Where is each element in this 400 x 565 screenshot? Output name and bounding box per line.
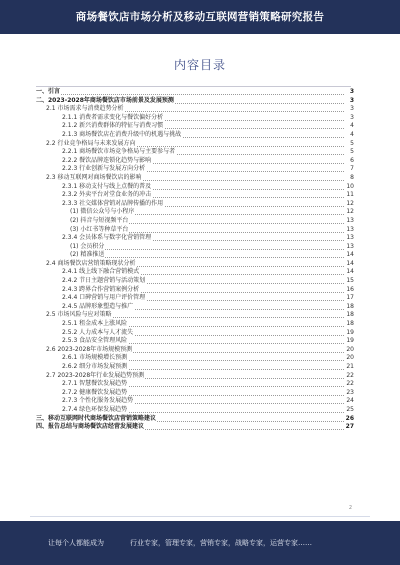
toc-entry[interactable]: [0, 337, 400, 346]
toc-entry-text: 2.2.3 行业创新与发展方向分析: [62, 165, 146, 173]
toc-entry[interactable]: [0, 380, 400, 389]
toc-entry-page: 3: [344, 97, 354, 106]
toc-entry-text: 二、2023-2028年商场餐饮店市场前景及发展预测: [36, 96, 174, 104]
toc-entry-text: 2.7 2023-2028年行业发展趋势预测: [46, 371, 145, 379]
toc-entry-text: 2.4 商场餐饮店营销策略现状分析: [46, 259, 136, 267]
toc-entry[interactable]: [0, 208, 400, 217]
toc-entry-page: 13: [344, 243, 354, 252]
toc-entry[interactable]: [0, 234, 400, 243]
toc-entry-page: 6: [344, 157, 354, 166]
toc-entry-page: 16: [344, 286, 354, 295]
toc-entry-text: 2.4.5 品牌形象塑造与推广: [62, 302, 134, 310]
toc-entry-page: 15: [344, 277, 354, 286]
toc-entry-text: (1) 微信公众号与小程序: [70, 208, 135, 216]
toc-entry-text: 2.3.2 外卖平台对堂食业务的冲击: [62, 191, 152, 199]
toc-entry-page: 5: [344, 148, 354, 157]
toc-entry-text: 2.3 移动互联网对商场餐饮店的影响: [46, 173, 142, 181]
toc-entry-text: 2.2 行业竞争格局与未来发展方向: [46, 139, 136, 147]
toc-entry-text: 2.1.3 商场餐饮店在消费升级中的机遇与挑战: [62, 130, 182, 138]
toc-entry-page: 20: [344, 354, 354, 363]
toc-entry-text: 一、引言: [36, 88, 61, 95]
toc-entry[interactable]: [0, 243, 400, 252]
toc-entry-page: 12: [344, 208, 354, 217]
toc-entry-page: 11: [344, 191, 354, 200]
toc-entry-page: 20: [344, 346, 354, 355]
toc-entry-page: 5: [344, 140, 354, 149]
toc-entry[interactable]: [0, 389, 400, 398]
toc-entry-page: 3: [344, 114, 354, 123]
toc-entry-text: 2.7.2 健康餐饮发展趋势: [62, 388, 128, 396]
toc-entry[interactable]: [0, 294, 400, 303]
toc-entry-page: 14: [344, 260, 354, 269]
toc-entry-page: 24: [344, 397, 354, 406]
report-footer: [0, 521, 400, 565]
toc-entry[interactable]: [0, 148, 400, 157]
toc-entry[interactable]: [0, 397, 400, 406]
toc-entry-text: 2.1 市场需求与消费趋势分析: [46, 105, 124, 113]
toc-entry-text: (2) 精准推送: [70, 251, 105, 259]
toc-entry[interactable]: [0, 372, 400, 381]
toc-entry-text: 2.7.3 个性化服务发展趋势: [62, 397, 134, 405]
toc-entry-page: 14: [344, 268, 354, 277]
toc-entry-text: 四、报告总结与商场餐饮店经营发展建议: [36, 423, 145, 431]
toc-leader-dots: [40, 88, 350, 95]
toc-entry[interactable]: [0, 217, 400, 226]
toc-entry-page: 22: [344, 380, 354, 389]
toc-entry-text: 2.2.2 餐饮品牌连锁化趋势与影响: [62, 156, 152, 164]
toc-entry[interactable]: [0, 346, 400, 355]
toc-heading: 内容目录: [173, 58, 226, 72]
toc-entry-page: 4: [344, 122, 354, 131]
toc-entry-page: 25: [344, 406, 354, 415]
toc-entry[interactable]: [0, 174, 400, 183]
toc-entry-text: 2.4.3 跨界合作营销案例分析: [62, 285, 140, 293]
toc-entry-text: 2.6 2023-2028年市场规模预测: [46, 345, 133, 353]
toc-entry-text: (2) 抖音与短视频平台: [70, 216, 129, 224]
toc-entry-text: 2.3.4 会员体系与数字化营销管理: [62, 234, 152, 242]
toc-entry-page: 19: [344, 329, 354, 338]
toc-entry-text: 2.7.4 绿色环保发展趋势: [62, 405, 128, 413]
toc-entry-text: 2.3.3 社交媒体营销对品牌传播的作用: [62, 199, 164, 207]
toc-entry-page: 12: [344, 200, 354, 209]
toc-entry-text: 2.4.4 口碑营销与用户评价管理: [62, 294, 146, 302]
toc-entry-page: 27: [345, 423, 354, 431]
toc-entry[interactable]: [0, 260, 400, 269]
report-header: [0, 0, 400, 34]
toc-entry[interactable]: [0, 131, 400, 140]
toc-entry[interactable]: [0, 363, 400, 372]
toc-entry[interactable]: [0, 226, 400, 235]
toc-entry[interactable]: [0, 277, 400, 286]
toc-entry[interactable]: [0, 88, 400, 97]
toc-entry-page: 22: [344, 372, 354, 381]
toc-entry-page: 13: [344, 226, 354, 235]
toc-entry-text: 2.4.2 节日主题营销与活动策划: [62, 277, 146, 285]
toc-entry-text: 2.5.3 食品安全管理风险: [62, 337, 128, 345]
toc-entry-page: 23: [344, 389, 354, 398]
toc-entry-page: 4: [344, 131, 354, 140]
toc-entry-text: (1) 会员积分: [70, 242, 105, 250]
toc-entry-page: 3: [344, 88, 354, 97]
page-number: 2: [348, 505, 352, 511]
toc-entry[interactable]: [0, 286, 400, 295]
toc-entry[interactable]: [0, 105, 400, 114]
toc-entry-page: 13: [344, 234, 354, 243]
toc-entry[interactable]: [0, 329, 400, 338]
toc-entry[interactable]: [0, 114, 400, 123]
toc-leader-dots: [74, 251, 350, 258]
footer-divider: [30, 516, 370, 517]
toc-entry-page: 14: [344, 251, 354, 260]
toc-entry[interactable]: [0, 140, 400, 149]
toc-entry[interactable]: [0, 354, 400, 363]
toc-entry-page: 18: [344, 303, 354, 312]
toc-entry-text: 2.5 市场风险与应对策略: [46, 311, 112, 319]
toc-entry[interactable]: [0, 415, 400, 424]
toc-entry-text: 2.1.2 新兴消费群体的特征与消费习惯: [62, 122, 164, 130]
toc-entry-text: 2.2.1 商场餐饮市场竞争格局与主要参与者: [62, 148, 176, 156]
toc-entry[interactable]: [0, 157, 400, 166]
toc-entry[interactable]: [0, 165, 400, 174]
toc-entry-text: 三、移动互联网时代商场餐饮店营销策略建议: [36, 414, 157, 422]
toc-entry-page: 18: [344, 311, 354, 320]
toc-entry-text: 2.3.1 移动支付与线上点餐的普及: [62, 182, 152, 190]
toc-entry-page: 7: [344, 165, 354, 174]
toc-entry-text: 2.5.1 租金成本上涨风险: [62, 320, 128, 328]
toc-entry-text: (3) 小红书等种草平台: [70, 225, 129, 233]
toc-entry-page: 3: [344, 105, 354, 114]
toc-entry-text: 2.6.1 市场规模增长预测: [62, 354, 128, 362]
toc-entry[interactable]: [0, 423, 400, 432]
toc-entry-page: 26: [345, 414, 354, 422]
toc-entry-page: 13: [344, 217, 354, 226]
toc-entry-text: 2.7.1 智慧餐饮发展趋势: [62, 380, 128, 388]
toc-entry[interactable]: [0, 183, 400, 192]
toc-entry[interactable]: [0, 97, 400, 106]
toc-entry[interactable]: [0, 251, 400, 260]
toc-entry-page: 10: [344, 183, 354, 192]
toc-entry-text: 2.5.2 人力成本与人才流失: [62, 328, 134, 336]
toc-leader-dots: [74, 243, 350, 250]
toc-entry[interactable]: [0, 268, 400, 277]
toc-entry-text: 2.4.1 线上线下融合营销模式: [62, 268, 140, 276]
toc-entry-page: 18: [344, 320, 354, 329]
toc-entry[interactable]: [0, 191, 400, 200]
footer-roles: 行业专家，管理专家，营销专家，战略专家，运营专家……: [130, 539, 312, 547]
toc-entry-text: 2.1.1 消费者需求变化与餐饮偏好分析: [62, 113, 164, 121]
toc-entry-text: 2.6.2 细分市场发展预测: [62, 363, 128, 370]
toc-divider: [36, 86, 351, 87]
toc-entry-page: 19: [344, 337, 354, 346]
table-of-contents: [0, 88, 400, 432]
toc-entry-page: 21: [344, 363, 354, 372]
toc-entry-page: 17: [344, 294, 354, 303]
toc-entry[interactable]: [0, 311, 400, 320]
report-title: 商场餐饮店市场分析及移动互联网营销策略研究报告: [75, 11, 325, 23]
toc-entry[interactable]: [0, 406, 400, 415]
footer-slogan: 让每个人都能成为: [48, 539, 104, 547]
toc-entry[interactable]: [0, 320, 400, 329]
toc-entry[interactable]: [0, 122, 400, 131]
toc-entry[interactable]: [0, 200, 400, 209]
toc-entry-page: 8: [344, 174, 354, 183]
